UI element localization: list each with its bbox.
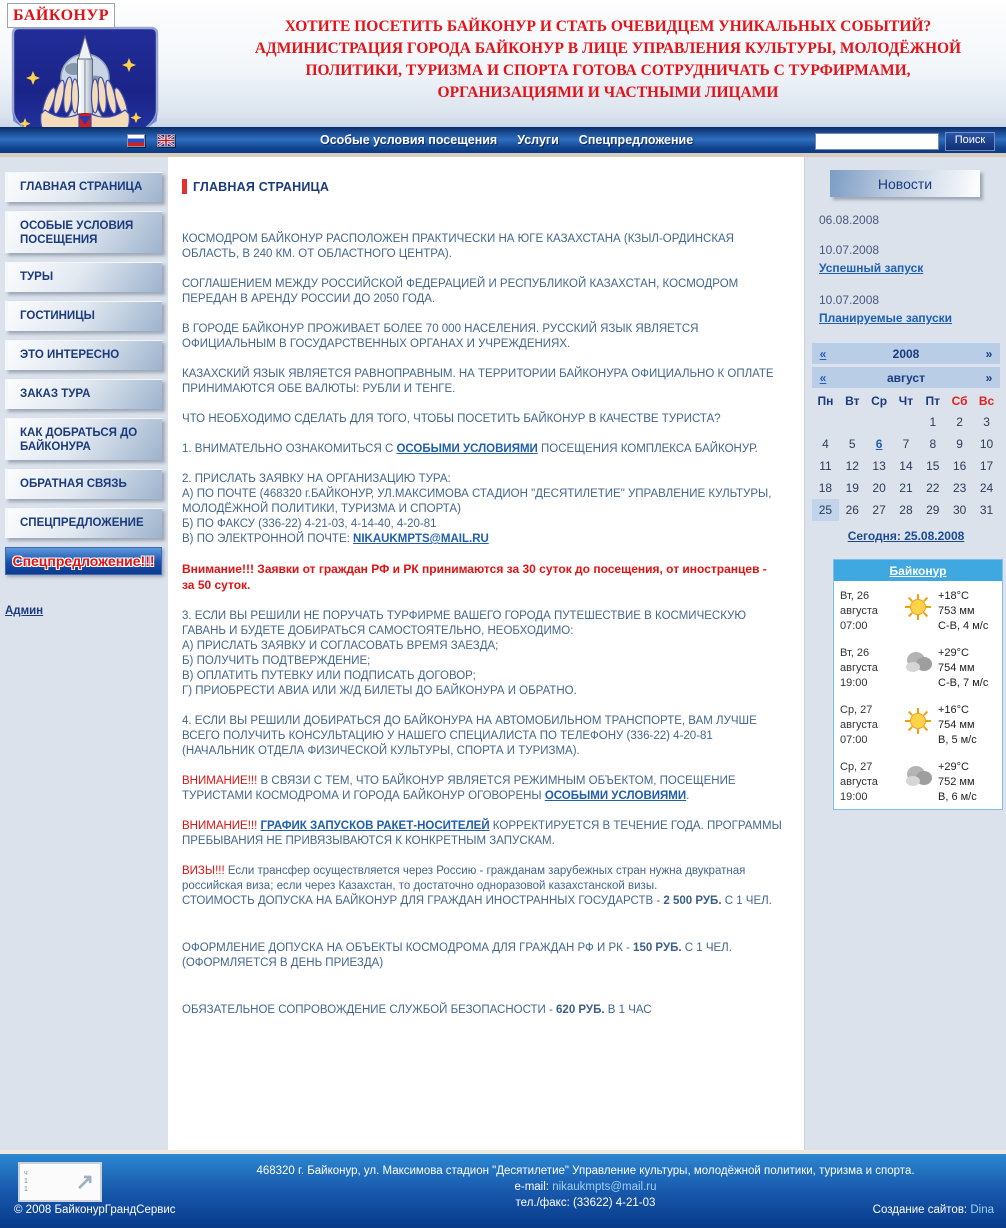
- calendar-day[interactable]: 15: [926, 459, 940, 473]
- counter-digit: ч: [24, 1170, 28, 1177]
- calendar-header-row: [812, 391, 1000, 411]
- text-run: ВНИМАНИЕ!!!: [182, 775, 258, 787]
- navbar-item-1[interactable]: Особые условия посещения: [320, 133, 498, 147]
- text-run: 2. ПРИСЛАТЬ ЗАЯВКУ НА ОРГАНИЗАЦИЮ ТУРА:: [182, 473, 451, 485]
- paragraph: [182, 472, 782, 547]
- today-link[interactable]: Сегодня: 25.08.2008: [847, 529, 965, 543]
- calendar-day[interactable]: 4: [822, 437, 829, 451]
- sun-icon: [898, 703, 938, 735]
- search-button[interactable]: Поиск: [945, 132, 995, 151]
- text-run: 620 РУБ.: [556, 1004, 605, 1016]
- calendar-day[interactable]: 11: [819, 459, 832, 473]
- weather-row: [834, 695, 1002, 752]
- text-run: КАЗАХСКИЙ ЯЗЫК ЯВЛЯЕТСЯ РАВНОПРАВНЫМ. НА ТЕРРИТОРИИ БАЙКОНУРА ОФИЦИАЛЬНО К ОПЛАТЕ ПРИНИМАЮТСЯ ОБЕ ВАЛЮТЫ: РУБЛИ И ТЕНГЕ.: [182, 368, 774, 395]
- text-run: КОРРЕКТИРУЕТСЯ В ТЕЧЕНИЕ ГОДА. ПРОГРАММЫ ПРЕБЫВАНИЯ НЕ ПРИВЯЗЫВАЮТСЯ К КОНКРЕТНЫМ ЗАПУСКАМ.: [182, 820, 782, 847]
- prev-month-button[interactable]: «: [819, 370, 827, 385]
- calendar-day[interactable]: 6: [875, 437, 883, 451]
- header-banner-text: [218, 16, 998, 104]
- calendar-day[interactable]: 25: [812, 499, 839, 521]
- calendar-day[interactable]: 13: [872, 459, 886, 473]
- weather-values: +29°C 754 мм С-В, 7 м/с: [938, 647, 989, 689]
- calendar-day[interactable]: 24: [979, 481, 994, 495]
- sidebar-item-2[interactable]: ОСОБЫЕ УСЛОВИЯ ПОСЕЩЕНИЯ: [5, 211, 162, 253]
- search-input[interactable]: [815, 133, 939, 150]
- calendar-day-header: Вт: [845, 394, 860, 408]
- content-link[interactable]: ОСОБЫМИ УСЛОВИЯМИ: [544, 790, 687, 802]
- text-run: ЧТО НЕОБХОДИМО СДЕЛАТЬ ДЛЯ ТОГО, ЧТОБЫ ПОСЕТИТЬ БАЙКОНУР В КАЧЕСТВЕ ТУРИСТА?: [182, 413, 721, 425]
- navbar-item-3[interactable]: Спецпредложение: [578, 133, 694, 147]
- text-run: В 1 ЧАС: [604, 1004, 652, 1016]
- news-link[interactable]: Планируемые запуски: [819, 311, 953, 325]
- calendar-empty-cell: [866, 411, 893, 433]
- calendar-day[interactable]: 21: [899, 481, 913, 495]
- calendar-day[interactable]: 8: [929, 437, 937, 451]
- sidebar-item-6[interactable]: ЗАКАЗ ТУРА: [5, 379, 162, 409]
- calendar-day[interactable]: 28: [899, 503, 913, 517]
- paragraph: [182, 819, 782, 849]
- text-run: 150 РУБ.: [633, 942, 682, 954]
- page-footer: [0, 1154, 1006, 1228]
- banner-line: ОРГАНИЗАЦИЯМИ И ЧАСТНЫМИ ЛИЦАМИ: [437, 84, 779, 101]
- sidebar-item-1[interactable]: ГЛАВНАЯ СТРАНИЦА: [5, 172, 162, 202]
- news-header-button[interactable]: Новости: [830, 170, 980, 197]
- calendar-day[interactable]: 20: [872, 481, 886, 495]
- weather-values: +18°C 753 мм С-В, 4 м/с: [938, 590, 989, 632]
- calendar-day-header: Чт: [898, 394, 914, 408]
- paragraph: [182, 562, 782, 594]
- credits-link[interactable]: Dina: [970, 1204, 994, 1216]
- text-run: Б) ПО ФАКСУ (336-22) 4-21-03, 4-14-40, 4-20-81: [182, 518, 437, 530]
- paragraph: [182, 322, 782, 352]
- cloud-icon: [898, 760, 938, 788]
- calendar-day[interactable]: 14: [899, 459, 913, 473]
- calendar-day[interactable]: 26: [845, 503, 859, 517]
- text-run: В) ПО ЭЛЕКТРОННОЙ ПОЧТЕ:: [182, 533, 354, 545]
- content-panel: [168, 157, 805, 1150]
- text-run: ВНИМАНИЕ!!!: [182, 820, 258, 832]
- text-run: А) ПРИСЛАТЬ ЗАЯВКУ И СОГЛАСОВАТЬ ВРЕМЯ ЗАЕЗДА;: [182, 640, 499, 652]
- text-run: С 1 ЧЕЛ.: [681, 942, 732, 954]
- banner-line: ХОТИТЕ ПОСЕТИТЬ БАЙКОНУР И СТАТЬ ОЧЕВИДЦЕМ УНИКАЛЬНЫХ СОБЫТИЙ?: [284, 18, 932, 35]
- text-run: 4. ЕСЛИ ВЫ РЕШИЛИ ДОБИРАТЬСЯ ДО БАЙКОНУРА НА АВТОМОБИЛЬНОМ ТРАНСПОРТЕ, ВАМ ЛУЧШЕ ВСЕГО ПОЛУЧИТЬ КОНСУЛЬТАЦИЮ У НАШЕГО СПЕЦИАЛИСТА ПО ТЕЛЕФОНУ (336-22) 4-20-81 (НАЧАЛЬНИК ОТДЕЛА ФИЗИЧЕСКОЙ КУЛЬТУРЫ, СПОРТА И ТУРИЗМА).: [182, 715, 757, 757]
- calendar-day[interactable]: 5: [848, 437, 856, 451]
- text-run: ПОСЕЩЕНИЯ КОМПЛЕКСА БАЙКОНУР.: [537, 443, 758, 455]
- sun-icon: [898, 589, 938, 621]
- sidebar-item-7[interactable]: КАК ДОБРАТЬСЯ ДО БАЙКОНУРА: [5, 418, 162, 460]
- footer-email-line: e-mail: nikaukmpts@mail.ru: [514, 1181, 657, 1193]
- prev-year-button[interactable]: «: [819, 346, 827, 361]
- news-date: 10.07.2008: [819, 293, 880, 307]
- copyright-text: © 2008 БайконурГрандСервис: [14, 1204, 176, 1216]
- text-run: А) ПО ПОЧТЕ (468320 г.БАЙКОНУР, УЛ.МАКСИМОВА СТАДИОН "ДЕСЯТИЛЕТИЕ" УПРАВЛЕНИЕ КУЛЬТУРЫ, МОЛОДЁЖНОЙ ПОЛИТИКИ, ТУРИЗМА И СПОРТА): [182, 488, 772, 515]
- calendar-year-bar: [812, 343, 1000, 364]
- text-run: В СВЯЗИ С ТЕМ, ЧТО БАЙКОНУР ЯВЛЯЕТСЯ РЕЖИМНЫМ ОБЪЕКТОМ, ПОСЕЩЕНИЕ ТУРИСТАМИ КОСМОДРОМА И ГОРОДА БАЙКОНУР ОГОВОРЕНЫ: [182, 775, 736, 802]
- text-run: ОБЯЗАТЕЛЬНОЕ СОПРОВОЖДЕНИЕ СЛУЖБОЙ БЕЗОПАСНОСТИ -: [182, 1004, 557, 1016]
- calendar-week-row: [812, 433, 1000, 455]
- paragraph: [182, 367, 782, 397]
- text-run: ВИЗЫ!!!: [182, 865, 225, 877]
- counter-digit: 1: [24, 1178, 28, 1185]
- calendar-year-label: 2008: [892, 346, 920, 361]
- weather-values: +16°C 754 мм В, 5 м/с: [938, 704, 977, 746]
- paragraph: [182, 412, 782, 427]
- calendar-month-label: август: [887, 370, 925, 385]
- text-run: 2 500 РУБ.: [663, 895, 722, 907]
- calendar-day[interactable]: 22: [926, 481, 940, 495]
- sidebar-item-9[interactable]: СПЕЦПРЕДЛОЖЕНИЕ: [5, 508, 162, 538]
- news-date: 10.07.2008: [819, 243, 880, 257]
- calendar-day[interactable]: 1: [929, 415, 937, 429]
- text-run: .: [686, 790, 690, 802]
- paragraph: [182, 442, 782, 457]
- text-run: В ГОРОДЕ БАЙКОНУР ПРОЖИВАЕТ БОЛЕЕ 70 000 НАСЕЛЕНИЯ. РУССКИЙ ЯЗЫК ЯВЛЯЕТСЯ ОФИЦИАЛЬНЫМ В ГОСУДАРСТВЕННЫХ ОРГАНАХ И УЧРЕЖДЕНИЯХ.: [182, 323, 699, 350]
- paragraph: [182, 864, 782, 909]
- paragraph: [182, 277, 782, 307]
- calendar-day[interactable]: 31: [979, 503, 994, 517]
- calendar-week-row: [812, 499, 1000, 521]
- next-month-button[interactable]: »: [985, 370, 993, 385]
- navbar-menu: [320, 127, 693, 153]
- calendar-day[interactable]: 2: [956, 415, 963, 429]
- weather-header: [834, 560, 1002, 581]
- news-date: 06.08.2008: [819, 213, 880, 227]
- text-run: ОФОРМЛЕНИЕ ДОПУСКА НА ОБЪЕКТЫ КОСМОДРОМА ДЛЯ ГРАЖДАН РФ И РК -: [182, 942, 634, 954]
- paragraph: [182, 941, 782, 971]
- text-run: Если трансфер осуществляется через Россию - гражданам зарубежных стран нужна двукратная российская виза; если через Казахстан, то достаточно одноразовой казахстанской визы.: [182, 865, 746, 892]
- banner-line: АДМИНИСТРАЦИЯ ГОРОДА БАЙКОНУР В ЛИЦЕ УПРАВЛЕНИЯ КУЛЬТУРЫ, МОЛОДЁЖНОЙ: [254, 40, 962, 57]
- paragraph: [182, 1003, 782, 1018]
- calendar-empty-cell: [893, 411, 920, 433]
- paragraph: [182, 609, 782, 699]
- article-body: [182, 232, 782, 1018]
- content-link[interactable]: NIKAUKMPTS@MAIL.RU: [353, 533, 489, 545]
- calendar-day[interactable]: 18: [818, 481, 833, 495]
- text-run: СОГЛАШЕНИЕМ МЕЖДУ РОССИЙСКОЙ ФЕДЕРАЦИЕЙ И РЕСПУБЛИКОЙ КАЗАХСТАН, КОСМОДРОМ ПЕРЕДАН В АРЕНДУ РОССИИ ДО 2050 ГОДА.: [182, 278, 739, 305]
- text-run: Внимание!!! Заявки от граждан РФ и РК принимаются за 30 суток до посещения, от иностранцев - за 50 суток.: [182, 562, 767, 592]
- main-area: [0, 157, 1006, 1150]
- weather-date: Вт, 26 августа 19:00: [840, 647, 878, 689]
- calendar-day[interactable]: 30: [952, 503, 967, 517]
- calendar-day[interactable]: 7: [902, 437, 910, 451]
- calendar-day-header: Вс: [978, 394, 995, 408]
- weather-row: [834, 581, 1002, 638]
- news-list: [819, 213, 1006, 327]
- calendar-day-header: Ср: [871, 394, 888, 408]
- paragraph: [182, 232, 782, 262]
- text-run: 3. ЕСЛИ ВЫ РЕШИЛИ НЕ ПОРУЧАТЬ ТУРФИРМЕ ВАШЕГО ГОРОДА ПУТЕШЕСТВИЕ В КОСМИЧЕСКУЮ ГАВАНЬ И БУДЕТЕ ДОБИРАТЬСЯ САМОСТОЯТЕЛЬНО, НЕОБХОДИМО:: [182, 610, 746, 637]
- text-run: 1. ВНИМАТЕЛЬНО ОЗНАКОМИТЬСЯ С: [182, 443, 397, 455]
- hit-counter-widget[interactable]: [18, 1162, 102, 1202]
- calendar-empty-cell: [812, 411, 839, 433]
- weather-city-link[interactable]: Байконур: [889, 563, 947, 578]
- text-run: Б) ПОЛУЧИТЬ ПОДТВЕРЖДЕНИЕ;: [182, 655, 371, 667]
- weather-widget: [833, 559, 1003, 810]
- calendar-day-header: Сб: [951, 394, 968, 408]
- calendar-day[interactable]: 27: [872, 503, 886, 517]
- calendar-day[interactable]: 3: [983, 415, 990, 429]
- content-link[interactable]: ГРАФИК ЗАПУСКОВ РАКЕТ-НОСИТЕЛЕЙ: [260, 820, 490, 832]
- calendar-grid: [812, 391, 1000, 521]
- counter-digits: [20, 1170, 28, 1194]
- calendar-day[interactable]: 9: [956, 437, 963, 451]
- sidebar-item-4[interactable]: ГОСТИНИЦЫ: [5, 301, 162, 331]
- left-sidebar: [0, 157, 168, 1150]
- footer-phone: тел./факс: (33622) 4-21-03: [515, 1197, 656, 1209]
- title-marker: [182, 179, 187, 194]
- language-switcher: [127, 134, 175, 147]
- paragraph: [182, 714, 782, 759]
- news-link[interactable]: Успешный запуск: [819, 261, 924, 275]
- sidebar-item-3[interactable]: ТУРЫ: [5, 262, 162, 292]
- footer-address: 468320 г. Байконур, ул. Максимова стадион "Десятилетие" Управление культуры, молодёжной политики, туризма и спорта.: [256, 1165, 915, 1177]
- search-area: [815, 132, 995, 151]
- weather-date: Ср, 27 августа 07:00: [840, 704, 878, 746]
- text-run: (ОФОРМЛЯЕТСЯ В ДЕНЬ ПРИЕЗДА): [182, 957, 384, 969]
- banner-line: ПОЛИТИКИ, ТУРИЗМА И СПОРТА ГОТОВА СОТРУДНИЧАТЬ С ТУРФИРМАМИ,: [305, 62, 911, 79]
- top-navbar: [0, 127, 1006, 153]
- calendar-day-header: Пт: [925, 394, 941, 408]
- calendar-day[interactable]: 12: [845, 459, 859, 473]
- weather-values: +29°C 752 мм В, 6 м/с: [938, 761, 977, 803]
- admin-link[interactable]: Админ: [5, 605, 44, 617]
- content-link[interactable]: ОСОБЫМИ УСЛОВИЯМИ: [396, 443, 538, 455]
- text-run: Г) ПРИОБРЕСТИ АВИА ИЛИ Ж/Д БИЛЕТЫ ДО БАЙКОНУРА И ОБРАТНО.: [182, 685, 577, 697]
- site-credits: Создание сайтов: Dina: [872, 1204, 994, 1216]
- text-run: В) ОПЛАТИТЬ ПУТЕВКУ ИЛИ ПОДПИСАТЬ ДОГОВОР;: [182, 670, 476, 682]
- weather-date: Вт, 26 августа 07:00: [840, 590, 878, 632]
- calendar-week-row: [812, 477, 1000, 499]
- russian-flag-icon[interactable]: [127, 134, 145, 147]
- uk-flag-icon[interactable]: [157, 134, 175, 147]
- weather-date: Ср, 27 августа 19:00: [840, 761, 878, 803]
- counter-arrow-icon: ↗: [75, 1169, 94, 1194]
- calendar-day[interactable]: 16: [952, 459, 967, 473]
- paragraph: [182, 774, 782, 804]
- navbar-item-2[interactable]: Услуги: [517, 133, 559, 147]
- calendar-day[interactable]: 10: [979, 437, 994, 451]
- next-year-button[interactable]: »: [985, 346, 993, 361]
- calendar-day-header: Пн: [817, 394, 834, 408]
- logo-title: БАЙКОНУР: [7, 3, 115, 28]
- sidebar-item-5[interactable]: ЭТО ИНТЕРЕСНО: [5, 340, 162, 370]
- calendar-day[interactable]: 29: [926, 503, 940, 517]
- calendar-day[interactable]: 23: [952, 481, 967, 495]
- calendar-week-row: [812, 455, 1000, 477]
- special-offer-button[interactable]: Спецпредложение!!!: [5, 547, 162, 575]
- calendar-empty-cell: [839, 411, 866, 433]
- cloud-icon: [898, 646, 938, 674]
- right-sidebar: [805, 157, 1006, 1150]
- text-run: КОСМОДРОМ БАЙКОНУР РАСПОЛОЖЕН ПРАКТИЧЕСКИ НА ЮГЕ КАЗАХСТАНА (КЗЫЛ-ОРДИНСКАЯ ОБЛАСТЬ, В 240 КМ. ОТ ОБЛАСТНОГО ЦЕНТРА).: [182, 233, 734, 260]
- sidebar-item-8[interactable]: ОБРАТНАЯ СВЯЗЬ: [5, 469, 162, 499]
- weather-row: [834, 638, 1002, 695]
- footer-email-link[interactable]: nikaukmpts@mail.ru: [552, 1181, 657, 1193]
- calendar-widget: [812, 343, 1000, 543]
- weather-row: [834, 752, 1002, 809]
- text-run: СТОИМОСТЬ ДОПУСКА НА БАЙКОНУР ДЛЯ ГРАЖДАН ИНОСТРАННЫХ ГОСУДАРСТВ -: [182, 895, 664, 907]
- calendar-day[interactable]: 17: [979, 459, 994, 473]
- calendar-month-bar: [812, 367, 1000, 388]
- page-title: ГЛАВНАЯ СТРАНИЦА: [182, 179, 788, 194]
- text-run: С 1 ЧЕЛ.: [721, 895, 772, 907]
- calendar-week-row: [812, 411, 1000, 433]
- calendar-day[interactable]: 19: [845, 481, 859, 495]
- counter-digit: 1: [24, 1186, 28, 1193]
